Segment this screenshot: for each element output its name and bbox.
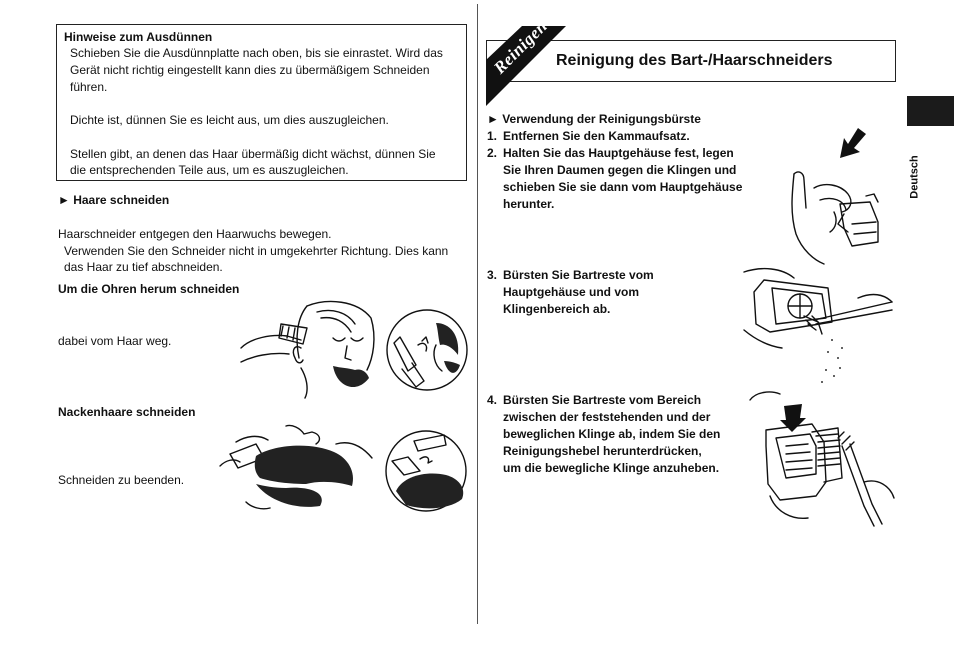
step-2-num: 2. xyxy=(487,146,498,160)
section-tab-label: Reinigen xyxy=(490,16,552,78)
note-heading: Hinweise zum Ausdünnen xyxy=(64,30,213,44)
step-1-num: 1. xyxy=(487,129,498,143)
step-3-line-1: Bürsten Sie Bartreste vom xyxy=(503,268,654,282)
note-line-3: führen. xyxy=(70,80,108,94)
note-line-4: Dichte ist, dünnen Sie es leicht aus, um dies auszugleichen. xyxy=(70,113,389,127)
trimmer-ear-illustration-icon xyxy=(237,298,377,398)
trimmer-neck-detail-icon xyxy=(384,431,468,511)
step-3-line-2: Hauptgehäuse und vom xyxy=(503,285,640,299)
remove-blade-hand-icon xyxy=(774,124,896,264)
step-1-line-1: Entfernen Sie den Kammaufsatz. xyxy=(503,129,690,143)
language-side-label xyxy=(905,155,923,205)
page-title: Reinigung des Bart-/Haarschneiders xyxy=(556,52,833,69)
language-label-text: Deutsch xyxy=(908,155,921,199)
step-3-num: 3. xyxy=(487,268,498,282)
step-1 xyxy=(487,128,690,145)
ohren-text: dabei vom Haar weg. xyxy=(58,334,172,348)
note-line-1: Schieben Sie die Ausdünnplatte nach oben, bis sie einrastet. Wird das xyxy=(70,46,443,60)
step-4-line-1: Bürsten Sie Bartreste vom Bereich xyxy=(503,393,702,407)
trimmer-neck-illustration-icon xyxy=(216,422,376,512)
step-4 xyxy=(487,392,720,477)
brush-blade-lever-icon xyxy=(746,386,896,530)
step-3 xyxy=(487,267,654,318)
haare-heading: ► Haare schneiden xyxy=(58,193,170,207)
nacken-text: Schneiden zu beenden. xyxy=(58,473,185,487)
step-4-line-3: beweglichen Klinge ab, indem Sie den xyxy=(503,427,721,441)
brush-subheading: ► Verwendung der Reinigungsbürste xyxy=(487,112,701,126)
column-divider xyxy=(477,4,478,624)
note-line-6: die entsprechenden Teile aus, um es auszugleichen. xyxy=(70,163,349,177)
nacken-heading: Nackenhaare schneiden xyxy=(58,405,196,419)
trimmer-ear-detail-icon xyxy=(386,309,468,391)
step-4-line-4: Reinigungshebel herunterdrücken, xyxy=(503,444,702,458)
note-line-5: Stellen gibt, an denen das Haar übermäßig dicht wächst, dünnen Sie xyxy=(70,147,436,161)
haare-line-2: Verwenden Sie den Schneider nicht in umgekehrter Richtung. Dies kann xyxy=(64,244,449,258)
step-2-line-1: Halten Sie das Hauptgehäuse fest, legen xyxy=(503,146,734,160)
step-4-num: 4. xyxy=(487,393,498,407)
note-line-2: Gerät nicht richtig eingestellt kann dies zu übermäßigem Schneiden xyxy=(70,63,430,77)
step-2 xyxy=(487,145,742,213)
step-2-line-3: schieben Sie sie dann vom Hauptgehäuse xyxy=(503,180,743,194)
ohren-heading: Um die Ohren herum schneiden xyxy=(58,282,240,296)
language-tab-block xyxy=(907,96,954,126)
step-2-line-4: herunter. xyxy=(503,197,555,211)
step-2-line-2: Sie Ihren Daumen gegen die Klingen und xyxy=(503,163,737,177)
step-3-line-3: Klingenbereich ab. xyxy=(503,302,611,316)
haare-line-3: das Haar zu tief abschneiden. xyxy=(64,260,223,274)
step-4-line-5: um die bewegliche Klinge anzuheben. xyxy=(503,461,720,475)
step-4-line-2: zwischen der feststehenden und der xyxy=(503,410,711,424)
haare-line-1: Haarschneider entgegen den Haarwuchs bewegen. xyxy=(58,227,332,241)
brush-housing-icon xyxy=(742,262,896,390)
